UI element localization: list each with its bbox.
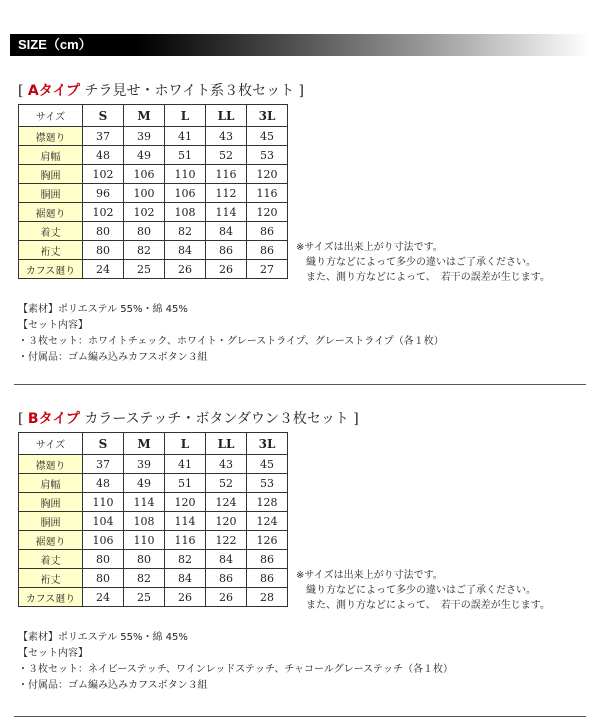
table-cell: 80 — [124, 550, 165, 569]
table-cell: 52 — [206, 146, 247, 165]
table-cell: 41 — [165, 127, 206, 146]
row-label: 肩幅 — [19, 474, 83, 493]
table-cell: 84 — [165, 569, 206, 588]
table-cell: 80 — [83, 241, 124, 260]
size-header-bar — [10, 34, 590, 56]
table-cell: 25 — [124, 260, 165, 279]
table-cell: 37 — [83, 127, 124, 146]
size-table — [18, 104, 288, 279]
table-cell: 100 — [124, 184, 165, 203]
table-row — [19, 260, 288, 279]
table-cell: 126 — [247, 531, 288, 550]
table-cell: 41 — [165, 455, 206, 474]
row-label: 胴囲 — [19, 184, 83, 203]
table-cell: 80 — [124, 222, 165, 241]
note-line: ※サイズは出来上がり寸法です。 — [296, 242, 443, 253]
info-line: 【素材】ポリエステル 55%・綿 45% — [18, 632, 188, 643]
table-cell: 80 — [83, 222, 124, 241]
table-row — [19, 550, 288, 569]
table-row — [19, 493, 288, 512]
table-row — [19, 241, 288, 260]
info-line: 【セット内容】 — [18, 648, 88, 659]
table-cell: 108 — [124, 512, 165, 531]
column-header: サイズ — [19, 105, 83, 127]
table-cell: 110 — [83, 493, 124, 512]
row-label: 胸囲 — [19, 493, 83, 512]
bracket-close: ] — [348, 411, 359, 427]
table-cell: 49 — [124, 474, 165, 493]
table-cell: 45 — [247, 455, 288, 474]
table-row — [19, 222, 288, 241]
table-cell: 24 — [83, 260, 124, 279]
row-label: 襟廻り — [19, 455, 83, 474]
table-cell: 28 — [247, 588, 288, 607]
table-cell: 43 — [206, 455, 247, 474]
section-divider — [14, 384, 586, 385]
table-row — [19, 184, 288, 203]
info-line: ・３枚セット：ネイビーステッチ、ワインレッドステッチ、チャコールグレーステッチ（各１枚） — [18, 664, 453, 675]
size-header-label: SIZE（cm） — [18, 37, 92, 52]
table-cell: 86 — [206, 241, 247, 260]
row-label: 胴囲 — [19, 512, 83, 531]
section-divider — [14, 716, 586, 717]
row-label: カフス廻り — [19, 588, 83, 607]
note-line: また、測り方などによって、 若干の誤差が生じます。 — [296, 600, 550, 611]
bracket-open: [ — [18, 83, 28, 99]
table-row — [19, 127, 288, 146]
table-cell: 124 — [206, 493, 247, 512]
note-line: ※サイズは出来上がり寸法です。 — [296, 570, 443, 581]
table-cell: 82 — [165, 550, 206, 569]
table-cell: 102 — [83, 203, 124, 222]
table-cell: 106 — [124, 165, 165, 184]
column-header: 3L — [247, 105, 288, 127]
table-cell: 116 — [247, 184, 288, 203]
table-cell: 108 — [165, 203, 206, 222]
row-label: 着丈 — [19, 550, 83, 569]
table-cell: 80 — [83, 569, 124, 588]
table-row — [19, 165, 288, 184]
info-line: 【セット内容】 — [18, 320, 88, 331]
row-label: 裄丈 — [19, 241, 83, 260]
column-header: S — [83, 433, 124, 455]
table-cell: 39 — [124, 127, 165, 146]
table-cell: 82 — [124, 241, 165, 260]
table-cell: 84 — [206, 550, 247, 569]
table-cell: 110 — [165, 165, 206, 184]
note-line: 織り方などによって多少の違いはご了承ください。 — [296, 257, 536, 268]
table-cell: 114 — [206, 203, 247, 222]
table-cell: 112 — [206, 184, 247, 203]
table-cell: 82 — [165, 222, 206, 241]
table-cell: 82 — [124, 569, 165, 588]
table-cell: 53 — [247, 474, 288, 493]
table-cell: 51 — [165, 474, 206, 493]
row-label: 裄丈 — [19, 569, 83, 588]
table-cell: 26 — [165, 260, 206, 279]
table-cell: 84 — [165, 241, 206, 260]
table-cell: 26 — [206, 588, 247, 607]
table-cell: 102 — [124, 203, 165, 222]
table-cell: 43 — [206, 127, 247, 146]
table-cell: 45 — [247, 127, 288, 146]
product-info — [18, 630, 453, 694]
column-header: LL — [206, 105, 247, 127]
table-cell: 110 — [124, 531, 165, 550]
note-line: また、測り方などによって、 若干の誤差が生じます。 — [296, 272, 550, 283]
table-cell: 37 — [83, 455, 124, 474]
table-cell: 86 — [247, 222, 288, 241]
info-line: 【素材】ポリエステル 55%・綿 45% — [18, 304, 188, 315]
table-cell: 122 — [206, 531, 247, 550]
info-line: ・付属品：ゴム編み込みカフスボタン３組 — [18, 680, 208, 691]
table-cell: 106 — [83, 531, 124, 550]
table-cell: 86 — [247, 241, 288, 260]
section-title — [18, 80, 304, 100]
type-tag: Bタイプ — [27, 411, 80, 427]
table-cell: 84 — [206, 222, 247, 241]
table-cell: 114 — [124, 493, 165, 512]
table-cell: 24 — [83, 588, 124, 607]
table-cell: 120 — [165, 493, 206, 512]
table-row — [19, 569, 288, 588]
column-header: L — [165, 105, 206, 127]
row-label: 襟廻り — [19, 127, 83, 146]
table-row — [19, 203, 288, 222]
size-note — [296, 240, 550, 285]
table-row — [19, 531, 288, 550]
table-cell: 116 — [165, 531, 206, 550]
note-line: 織り方などによって多少の違いはご了承ください。 — [296, 585, 536, 596]
table-cell: 53 — [247, 146, 288, 165]
column-header: S — [83, 105, 124, 127]
row-label: 胸囲 — [19, 165, 83, 184]
table-cell: 25 — [124, 588, 165, 607]
table-cell: 52 — [206, 474, 247, 493]
column-header: 3L — [247, 433, 288, 455]
info-line: ・３枚セット：ホワイトチェック、ホワイト・グレーストライプ、グレーストライプ（各１枚） — [18, 336, 444, 347]
table-cell: 26 — [206, 260, 247, 279]
table-cell: 26 — [165, 588, 206, 607]
table-cell: 39 — [124, 455, 165, 474]
table-header-row — [19, 105, 288, 127]
table-row — [19, 146, 288, 165]
table-cell: 51 — [165, 146, 206, 165]
table-cell: 86 — [247, 550, 288, 569]
table-cell: 27 — [247, 260, 288, 279]
table-row — [19, 455, 288, 474]
table-cell: 120 — [247, 203, 288, 222]
size-table — [18, 432, 288, 607]
table-cell: 128 — [247, 493, 288, 512]
table-cell: 86 — [247, 569, 288, 588]
table-cell: 114 — [165, 512, 206, 531]
table-cell: 96 — [83, 184, 124, 203]
row-label: 裾廻り — [19, 531, 83, 550]
product-info — [18, 302, 444, 366]
size-note — [296, 568, 550, 613]
column-header: M — [124, 433, 165, 455]
row-label: カフス廻り — [19, 260, 83, 279]
table-cell: 106 — [165, 184, 206, 203]
table-cell: 80 — [83, 550, 124, 569]
table-row — [19, 588, 288, 607]
column-header: L — [165, 433, 206, 455]
table-row — [19, 474, 288, 493]
table-row — [19, 512, 288, 531]
table-cell: 104 — [83, 512, 124, 531]
row-label: 肩幅 — [19, 146, 83, 165]
section-title-text: チラ見せ・ホワイト系３枚セット — [80, 83, 295, 99]
table-cell: 120 — [206, 512, 247, 531]
table-cell: 48 — [83, 146, 124, 165]
column-header: サイズ — [19, 433, 83, 455]
table-cell: 120 — [247, 165, 288, 184]
section-title-text: カラーステッチ・ボタンダウン３枚セット — [79, 411, 349, 427]
table-cell: 116 — [206, 165, 247, 184]
row-label: 裾廻り — [19, 203, 83, 222]
section-title — [18, 408, 359, 428]
table-header-row — [19, 433, 288, 455]
table-cell: 86 — [206, 569, 247, 588]
table-cell: 102 — [83, 165, 124, 184]
bracket-close: ] — [294, 83, 305, 99]
column-header: M — [124, 105, 165, 127]
row-label: 着丈 — [19, 222, 83, 241]
info-line: ・付属品：ゴム編み込みカフスボタン３組 — [18, 352, 208, 363]
column-header: LL — [206, 433, 247, 455]
table-cell: 48 — [83, 474, 124, 493]
type-tag: Aタイプ — [27, 83, 81, 99]
bracket-open: [ — [18, 411, 28, 427]
table-cell: 49 — [124, 146, 165, 165]
table-cell: 124 — [247, 512, 288, 531]
